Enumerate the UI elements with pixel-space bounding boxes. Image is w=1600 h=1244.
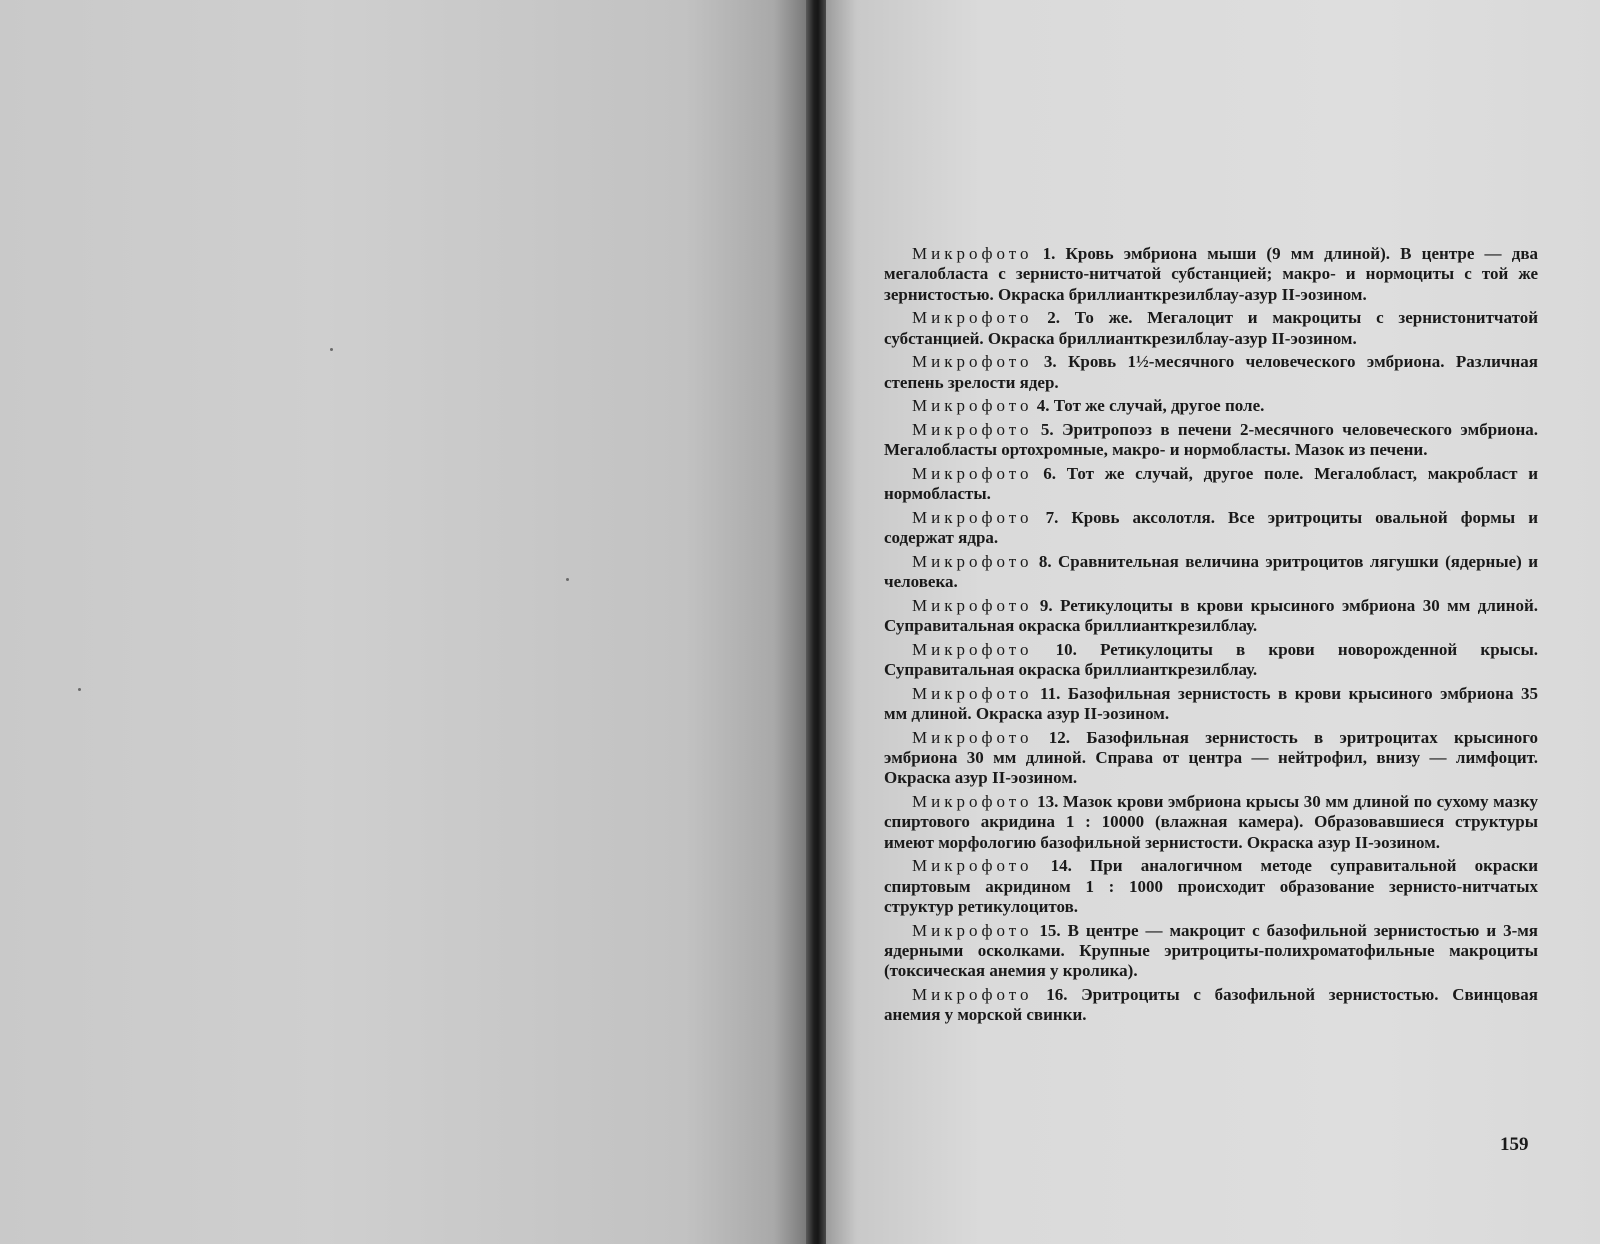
page-number: 159 bbox=[1500, 1134, 1529, 1155]
caption-text: 8. Сравнительная величина эритроцитов лягушки (ядерные) и человека. bbox=[884, 551, 1538, 592]
caption-item bbox=[884, 921, 1538, 982]
caption-item bbox=[884, 856, 1538, 917]
caption-list bbox=[884, 244, 1538, 1029]
caption-text: 11. Базофильная зернистость в крови крысиного эмбриона 35 мм длиной. Окраска азур II-эозином. bbox=[884, 683, 1538, 724]
caption-item bbox=[884, 728, 1538, 789]
paper-speck bbox=[330, 348, 333, 351]
caption-item bbox=[884, 420, 1538, 461]
caption-text: 16. Эритроциты с базофильной зернистостью. Свинцовая анемия у морской свинки. bbox=[884, 984, 1538, 1025]
caption-item bbox=[884, 308, 1538, 349]
caption-item bbox=[884, 985, 1538, 1026]
caption-text: 5. Эритропоэз в печени 2-месячного человеческого эмбриона. Мегалобласты ортохромные, макро- и нормобласты. Мазок из печени. bbox=[884, 419, 1538, 460]
caption-item bbox=[884, 596, 1538, 637]
caption-text: 2. То же. Мегалоцит и макроциты с зернистонитчатой субстанцией. Окраска бриллианткрезилблау-азур II-эозином. bbox=[884, 308, 1538, 348]
caption-text: 14. При аналогичном методе суправитальной окраски спиртовым акридином 1 : 1000 происходит образование зернисто-нитчатых структур ретикулоцитов. bbox=[884, 856, 1538, 916]
caption-label: Микрофото bbox=[912, 639, 1033, 659]
caption-label: Микрофото bbox=[912, 396, 1033, 416]
caption-item bbox=[884, 792, 1538, 853]
caption-text: 6. Тот же случай, другое поле. Мегалобласт, макробласт и нормобласты. bbox=[884, 463, 1538, 504]
caption-item bbox=[884, 640, 1538, 681]
caption-label: Микрофото bbox=[912, 507, 1033, 527]
caption-item bbox=[884, 552, 1538, 593]
paper-speck bbox=[566, 578, 569, 581]
caption-text: 12. Базофильная зернистость в эритроцитах крысиного эмбриона 30 мм длиной. Справа от центра — нейтрофил, внизу — лимфоцит. Окраска азур II-эозином. bbox=[884, 727, 1538, 788]
caption-label: Микрофото bbox=[912, 244, 1033, 263]
caption-text: 3. Кровь 1½-месячного человеческого эмбриона. Различная степень зрелости ядер. bbox=[884, 352, 1538, 392]
caption-item bbox=[884, 396, 1538, 416]
caption-item bbox=[884, 352, 1538, 393]
caption-label: Микрофото bbox=[912, 463, 1033, 483]
caption-label: Микрофото bbox=[912, 551, 1033, 571]
caption-text: 9. Ретикулоциты в крови крысиного эмбриона 30 мм длиной. Суправитальная окраска бриллианткрезилблау. bbox=[884, 595, 1539, 636]
caption-item bbox=[884, 244, 1538, 305]
caption-label: Микрофото bbox=[912, 984, 1033, 1004]
caption-text: 1. Кровь эмбриона мыши (9 мм длиной). В центре — два мегалобласта с зернисто-нитчатой субстанцией; макро- и нормоциты с той же зернистостью. Окраска бриллианткрезилблау-азур II-эозином. bbox=[884, 244, 1538, 304]
caption-text: 10. Ретикулоциты в крови новорожденной крысы. Суправитальная окраска бриллианткрезилблау. bbox=[884, 639, 1539, 680]
paper-speck bbox=[78, 688, 81, 691]
caption-label: Микрофото bbox=[912, 308, 1033, 328]
caption-item bbox=[884, 464, 1538, 505]
caption-item bbox=[884, 508, 1538, 549]
caption-label: Микрофото bbox=[912, 792, 1033, 812]
book-gutter bbox=[806, 0, 826, 1244]
caption-label: Микрофото bbox=[912, 595, 1033, 615]
caption-label: Микрофото bbox=[912, 352, 1033, 372]
caption-text: 13. Мазок крови эмбриона крысы 30 мм длиной по сухому мазку спиртового акридина 1 : 10000 (влажная камера). Образовавшиеся структуры имеют морфологию базофильной зернистости. Окраска азур II-эозином. bbox=[884, 792, 1538, 852]
caption-text: 15. В центре — макроцит с базофильной зернистостью и 3-мя ядерными осколками. Крупные эритроциты-полихроматофильные макроциты (токсическая анемия у кролика). bbox=[884, 920, 1539, 981]
caption-label: Микрофото bbox=[912, 856, 1033, 876]
caption-item bbox=[884, 684, 1538, 725]
caption-label: Микрофото bbox=[912, 419, 1033, 439]
caption-text: 7. Кровь аксолотля. Все эритроциты овальной формы и содержат ядра. bbox=[884, 507, 1538, 548]
caption-text: 4. Тот же случай, другое поле. bbox=[1036, 396, 1265, 416]
caption-label: Микрофото bbox=[912, 920, 1033, 940]
caption-label: Микрофото bbox=[912, 683, 1033, 703]
caption-label: Микрофото bbox=[912, 727, 1033, 747]
